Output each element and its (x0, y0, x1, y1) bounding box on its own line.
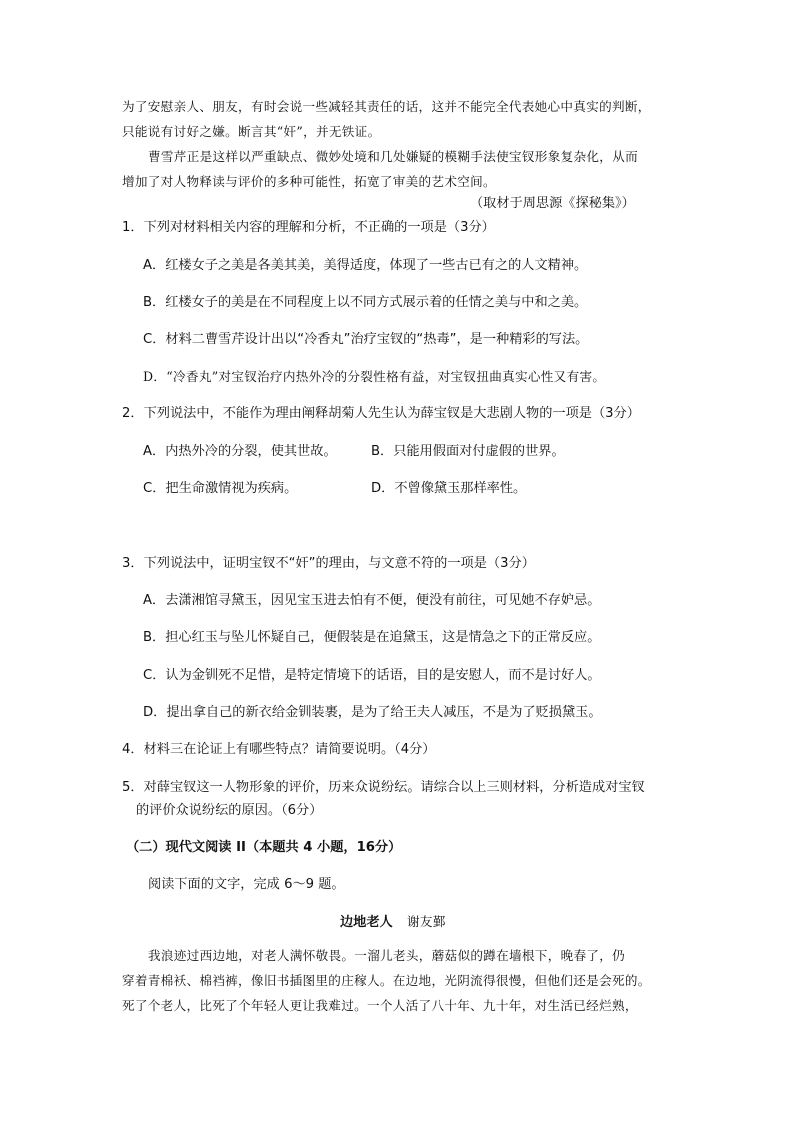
question-1-option-c: C．材料二曹雪芹设计出以“冷香丸”治疗宝钗的“热毒”，是一种精彩的写法。 (143, 332, 589, 347)
passage-line: 增加了对人物释读与评价的多种可能性，拓宽了审美的艺术空间。 (122, 174, 496, 189)
article-title: 边地老人 (340, 915, 393, 930)
question-3-option-c: C．认为金钏死不足惜，是特定情境下的话语，目的是安慰人，而不是讨好人。 (143, 668, 601, 683)
article-line: 穿着青棉袄、棉裆裤，像旧书插图里的庄稼人。在边地，光阴流得很慢，但他们还是会死的。 (122, 973, 651, 988)
question-3-option-b: B．担心红玉与坠儿怀疑自己，便假装是在追黛玉，这是情急之下的正常反应。 (143, 630, 601, 645)
question-2-option-b: B．只能用假面对付虚假的世界。 (371, 444, 565, 459)
question-4-stem: 4．材料三在论证上有哪些特点？请简要说明。（4分） (122, 742, 436, 757)
question-1-stem: 1．下列对材料相关内容的理解和分析，不正确的一项是（3分） (122, 220, 495, 235)
question-2-stem: 2．下列说法中，不能作为理由阐释胡菊人先生认为薛宝钗是大悲剧人物的一项是（3分） (122, 406, 640, 421)
section-heading: （二）现代文阅读 II（本题共 4 小题，16分） (126, 840, 402, 855)
passage-line: 为了安慰亲人、朋友，有时会说一些减轻其责任的话，这并不能完全代表她心中真实的判断， (122, 99, 651, 114)
question-3-option-a: A．去潇湘馆寻黛玉，因见宝玉进去怕有不便，便没有前往，可见她不存妒忌。 (143, 593, 601, 608)
question-1-option-b: B．红楼女子的美是在不同程度上以不同方式展示着的任情之美与中和之美。 (143, 295, 588, 310)
passage-line: 曹雪芹正是这样以严重缺点、微妙处境和几处嫌疑的模糊手法使宝钗形象复杂化，从而 (148, 149, 638, 164)
passage-line: 只能说有讨好之嫌。断言其“奸”，并无铁证。 (122, 124, 381, 139)
question-2-option-d: D．不曾像黛玉那样率性。 (371, 481, 527, 496)
question-5-stem: 5．对薛宝钗这一人物形象的评价，历来众说纷纭。请综合以上三则材料，分析造成对宝钗 (122, 780, 645, 795)
article-author: 谢友鄞 (407, 914, 446, 929)
article-line: 我浪迹过西边地，对老人满怀敬畏。一溜儿老头，蘑菇似的蹲在墙根下，晚春了，仍 (148, 948, 626, 963)
article-title-row (340, 911, 446, 934)
question-2-option-c: C．把生命激情视为疾病。 (143, 481, 298, 496)
question-3-option-d: D．提出拿自己的新衣给金钏装裹，是为了给王夫人减压，不是为了贬损黛玉。 (143, 705, 602, 720)
question-3-stem: 3．下列说法中，证明宝钗不“奸”的理由，与文意不符的一项是（3分） (122, 556, 535, 571)
question-1-option-d: D．“冷香丸”对宝钗治疗内热外冷的分裂性格有益，对宝钗扭曲真实心性又有害。 (143, 369, 606, 384)
question-2-option-a: A．内热外冷的分裂，使其世故。 (143, 444, 337, 459)
section-instruction: 阅读下面的文字，完成 6～9 题。 (148, 877, 345, 892)
question-1-option-a: A．红楼女子之美是各美其美，美得适度，体现了一些古已有之的人文精神。 (143, 258, 588, 273)
question-5-stem-cont: 的评价众说纷纭的原因。（6分） (136, 803, 323, 818)
article-line: 死了个老人，比死了个年轻人更让我难过。一个人活了八十年、九十年，对生活已经烂熟， (122, 998, 638, 1013)
source-citation: （取材于周思源《探秘集》） (470, 196, 635, 211)
